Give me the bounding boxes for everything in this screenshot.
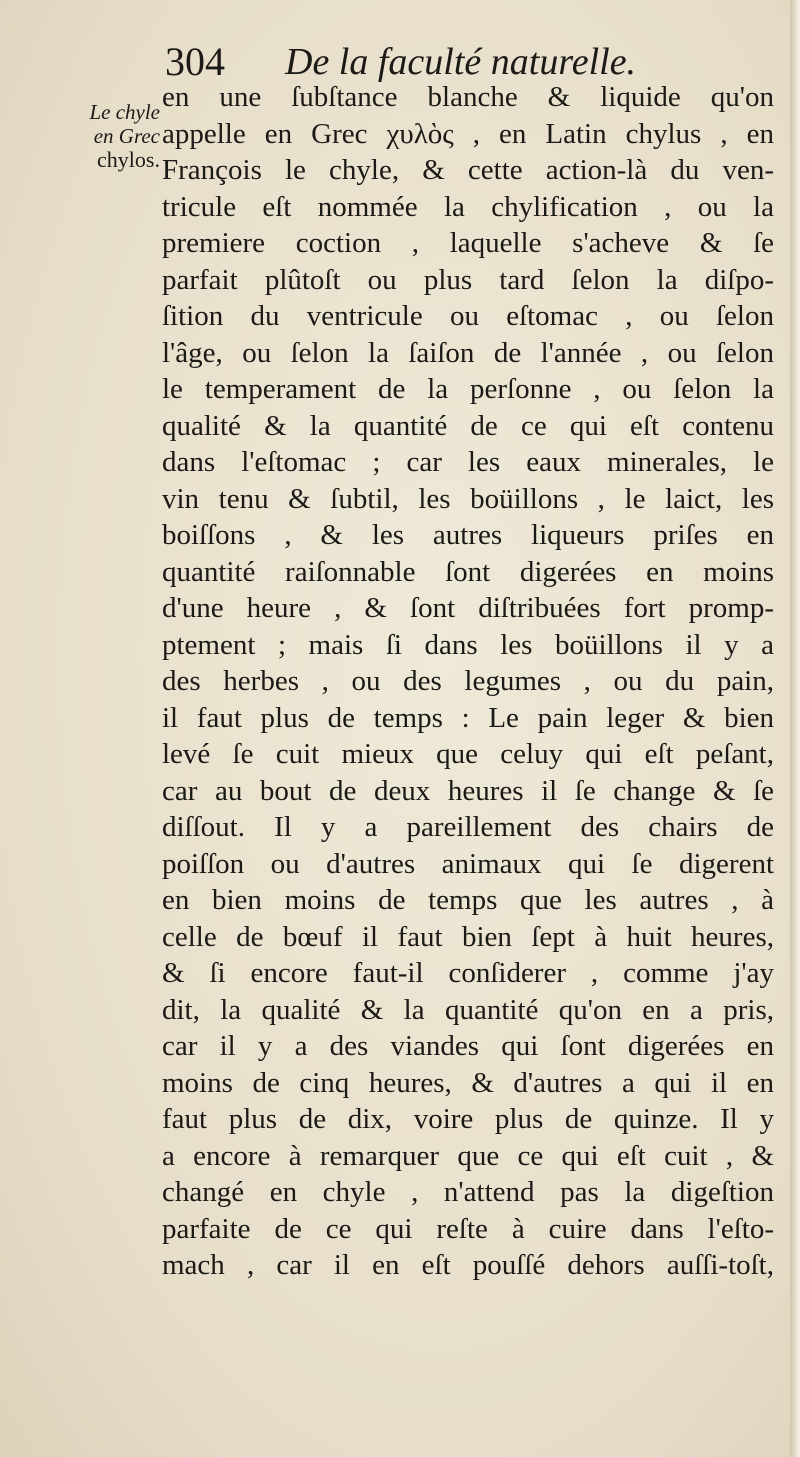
text-line: parfaite de ce qui reſte à cuire dans l'eſto- [162, 1212, 774, 1245]
text-line: appelle en Grec χυλὸς , en Latin chylus , en [162, 117, 774, 150]
text-line: moins de cinq heures, & d'autres a qui il en [162, 1066, 774, 1099]
text-line: changé en chyle , n'attend pas la digeſtion [162, 1176, 774, 1208]
text-line: celle de bœuf il faut bien ſept à huit heures, [162, 920, 774, 953]
text-line: François le chyle, & cette action-là du ven- [162, 154, 774, 186]
text-line: des herbes , ou des legumes , ou du pain, [162, 665, 774, 697]
running-title: De la faculté naturelle. [285, 41, 637, 83]
text-line: l'âge, ou ſelon la ſaiſon de l'année , ou ſelon [162, 336, 774, 369]
text-line: vin tenu & ſubtil, les boüillons , le laict, les [162, 482, 774, 515]
margin-note-line: en Grec [93, 124, 160, 148]
text-line: a encore à remarquer que ce qui eſt cuit , & [162, 1139, 774, 1172]
margin-note-line: chylos. [97, 147, 160, 172]
page-edge [790, 0, 800, 1457]
text-line: parfait plûtoſt ou plus tard ſelon la diſpo- [162, 263, 774, 296]
text-line: levé ſe cuit mieux que celuy qui eſt peſant, [162, 738, 774, 770]
text-line: tricule eſt nommée la chylification , ou la [162, 190, 774, 223]
text-line: ptement ; mais ſi dans les boüillons il y a [162, 628, 774, 661]
text-line: boiſſons , & les autres liqueurs priſes en [162, 519, 774, 551]
text-line: dit, la qualité & la quantité qu'on en a pris, [162, 993, 774, 1026]
text-line: faut plus de dix, voire plus de quinze. Il y [162, 1103, 774, 1135]
text-line: d'une heure , & ſont diſtribuées fort promp- [162, 592, 774, 624]
text-line: diſſout. Il y a pareillement des chairs de [162, 811, 774, 843]
text-line: car il y a des viandes qui ſont digerées en [162, 1030, 774, 1062]
margin-note [38, 100, 160, 172]
text-line: poiſſon ou d'autres animaux qui ſe digerent [162, 847, 774, 880]
text-line: en bien moins de temps que les autres , à [162, 884, 774, 916]
text-line: premiere coction , laquelle s'acheve & ſe [162, 227, 774, 259]
body-text [162, 79, 774, 1284]
text-line: qualité & la quantité de ce qui eſt contenu [162, 409, 774, 442]
text-line: ſition du ventricule ou eſtomac , ou ſelon [162, 300, 774, 332]
text-line: quantité raiſonnable ſont digerées en moins [162, 555, 774, 588]
text-line: dans l'eſtomac ; car les eaux minerales, le [162, 446, 774, 478]
margin-note-line: Le chyle [89, 100, 160, 124]
text-line: car au bout de deux heures il ſe change & ſe [162, 774, 774, 807]
text-line: & ſi encore faut-il conſiderer , comme j'ay [162, 957, 774, 989]
text-line: mach , car il en eſt pouſſé dehors auſſi-toſt, [162, 1249, 774, 1281]
text-line: le temperament de la perſonne , ou ſelon la [162, 373, 774, 405]
text-line: il faut plus de temps : Le pain leger & bien [162, 701, 774, 734]
text-line: en une ſubſtance blanche & liquide qu'on [162, 81, 774, 113]
page-number: 304 [165, 39, 225, 84]
